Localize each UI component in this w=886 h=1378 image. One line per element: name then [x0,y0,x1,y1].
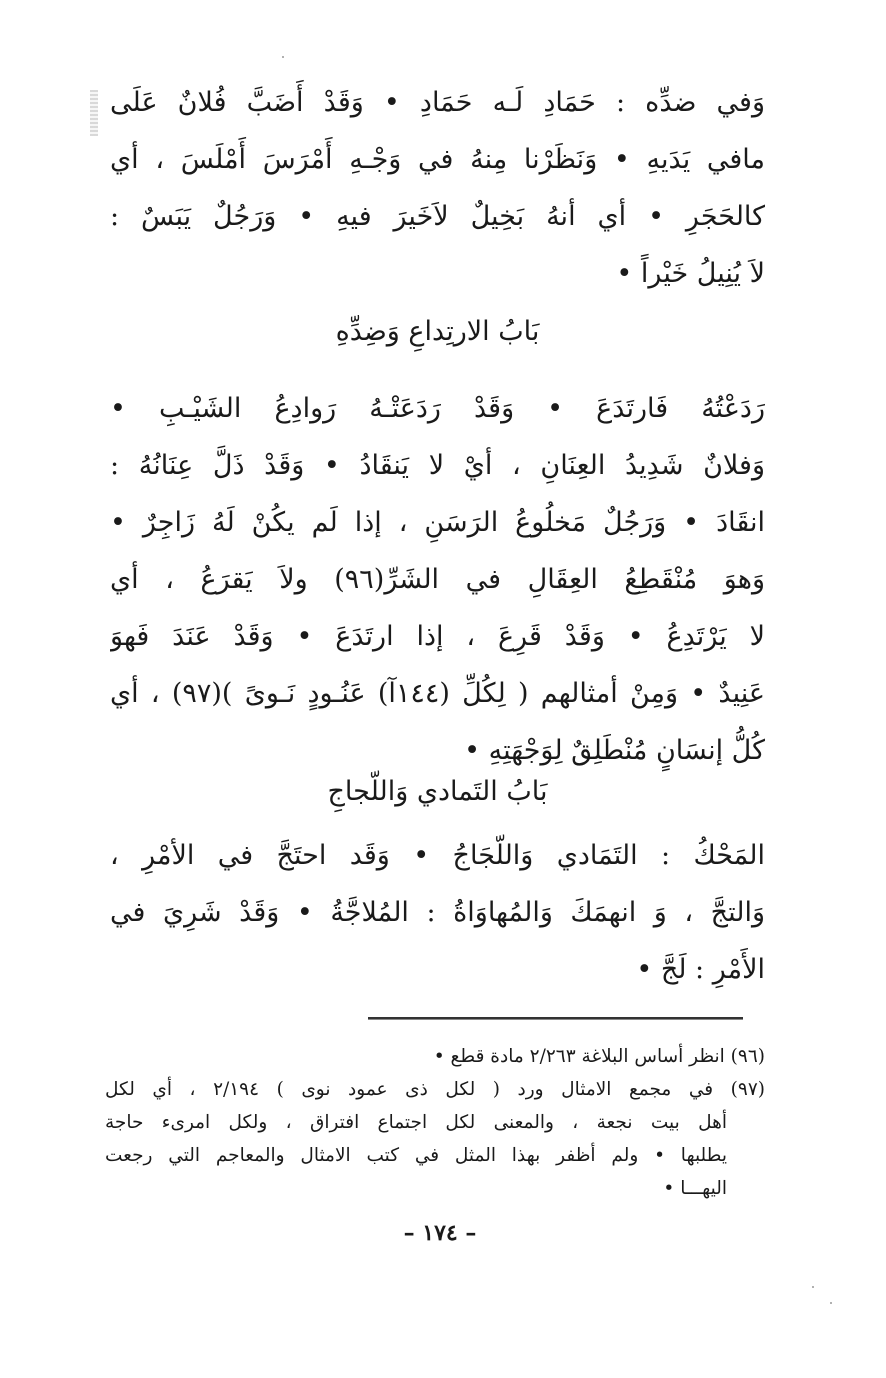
footnote-97-continuation: اليهـــا • [663,1178,727,1199]
text-line: وَفي ضدِّه : حَمَادِ لَـه حَمَادِ • وَقَدْ أَضَبَّ فُلانٌ عَلَى [110,87,765,118]
paragraph-2 [110,380,765,779]
text-line: الأَمْرِ : لَجَّ • [636,954,765,985]
text-line: لاَ يُنِيلُ خَيْراً • [616,258,765,289]
footnotes [105,1040,765,1205]
scan-artifact [90,90,98,136]
text-line: كالحَجَرِ • أي أنهُ بَخِيلٌ لاَخَيرَ فيهِ • وَرَجُلٌ يَبَسٌ : [110,201,765,232]
footnote-97: (٩٧) في مجمع الامثال ورد ( لكل ذى عمود نوى ) ٢/١٩٤ ، أي لكل [105,1079,765,1100]
text-line: مافي يَدَيهِ • وَنَظَرْنا مِنهُ في وَجْـهِ أَمْرَسَ أَمْلَسَ ، أي [110,144,765,175]
text-line: وَهوَ مُنْقَطِعُ العِقَالِ في الشَرِّ(٩٦) ولاَ يَقرَعُ ، أي [110,564,765,595]
text-line: وَالتجَّ ، وَ انهمَكَ وَالمُهاوَاةُ : المُلاجَّةُ • وَقَدْ شَرِيَ في [110,897,765,928]
section-heading-irtida: بَابُ الارتِداعِ وَضِدِّهِ [335,316,540,347]
scan-speck [282,56,284,58]
paragraph-3 [110,827,765,998]
text-line: لا يَرْتَدِعُ • وَقَدْ قَرِعَ ، إذا ارتَدَعَ • وَقَدْ عَنَدَ فَهوَ [110,621,765,652]
text-line: المَحْكُ : التَمَادي وَاللّجَاجُ • وَقَد احتَجَّ في الأمْرِ ، [110,840,765,871]
footnote-separator [368,1017,743,1020]
text-line: وَفلانٌ شَدِيدُ العِنَانِ ، أيْ لا يَنقَادُ • وَقَدْ ذَلَّ عِنَانُهُ : [110,450,765,481]
section-heading-tamadi: بَابُ التَمادي وَاللّجاجِ [327,776,548,807]
scan-speck [830,1302,832,1304]
footnote-96: (٩٦) انظر أساس البلاغة ٢/٢٦٣ مادة قطع • [433,1046,765,1067]
footnote-97-continuation: يطلبها • ولم أظفر بهذا المثل في كتب الامثال والمعاجم التي رجعت [105,1145,727,1166]
paragraph-1 [110,74,765,302]
text-line: رَدَعْتُهُ فَارتَدَعَ • وَقَدْ رَدَعَتْـهُ رَوادِعُ الشَيْـبِ • [110,393,765,424]
footnote-97-continuation: أهل بيت نجعة ، والمعنى لكل اجتماع افتراق ، ولكل امرىء حاجة [105,1112,727,1133]
scan-speck [812,1286,814,1288]
text-line: كُلُّ إنسَانٍ مُنْطَلِقٌ لِوَجْهَتِهِ • [464,735,765,766]
text-line: عَنِيدٌ • وَمِنْ أمثالهم ( لِكُلِّ (١٤٤آ) عَنُـودٍ نَـوىً )(٩٧) ، أي [110,678,765,709]
page-number: – ١٧٤ – [403,1220,477,1246]
text-line: انقَادَ • وَرَجُلٌ مَخلُوعُ الرَسَنِ ، إذا لَم يكُنْ لَهُ زَاجِرٌ • [110,507,765,538]
